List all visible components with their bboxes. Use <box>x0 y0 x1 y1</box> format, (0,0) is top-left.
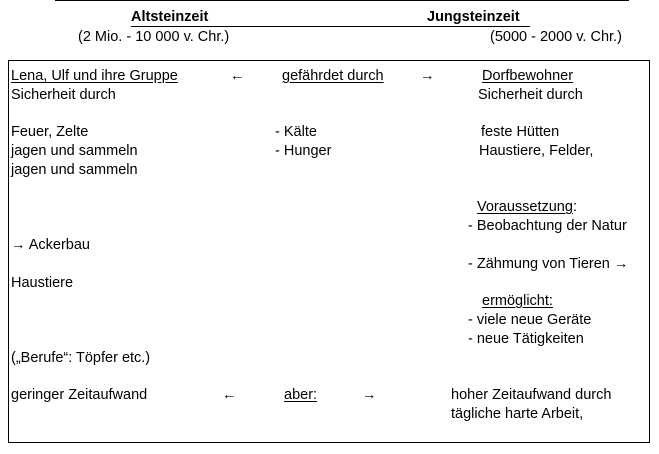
agriculture-label: → Ackerbau <box>11 237 90 253</box>
middle-item-1: - Kälte <box>275 124 317 140</box>
group-label: Lena, Ulf und ihre Gruppe <box>11 68 178 84</box>
high-effort-line-1: hoher Zeitaufwand durch <box>451 387 612 403</box>
arrow-right-icon-bottom: → <box>362 387 377 403</box>
arrow-right-icon: → <box>420 68 435 84</box>
low-effort-label: geringer Zeitaufwand <box>11 387 148 403</box>
top-rule <box>55 0 629 1</box>
right-item-1: feste Hütten <box>481 124 560 140</box>
prerequisite-colon: : <box>572 199 577 215</box>
arrow-left-icon: ← <box>230 68 245 84</box>
right-title: Jungsteinzeit <box>427 9 520 25</box>
left-title: Altsteinzeit <box>131 9 209 25</box>
middle-item-2: - Hunger <box>275 143 332 159</box>
enables-item-1: - viele neue Geräte <box>468 312 592 328</box>
left-period: (2 Mio. - 10 000 v. Chr.) <box>78 29 230 45</box>
content-frame <box>8 60 650 443</box>
enables-item-2: - neue Tätigkeiten <box>468 331 584 347</box>
title-underline <box>131 26 530 27</box>
prerequisite-item-1: - Beobachtung der Natur <box>468 218 627 234</box>
enables-label: ermöglicht: <box>482 293 553 309</box>
threat-label: gefährdet durch <box>282 68 384 84</box>
prerequisite-heading <box>477 199 577 216</box>
prerequisite-label: Voraussetzung <box>477 199 573 215</box>
prerequisite-item-2: - Zähmung von Tieren → <box>468 256 629 272</box>
left-item-3: jagen und sammeln <box>11 162 138 178</box>
arrow-left-icon-bottom: ← <box>222 387 237 403</box>
right-security: Sicherheit durch <box>478 87 583 103</box>
left-item-2: jagen und sammeln <box>11 143 138 159</box>
high-effort-line-2: tägliche harte Arbeit, <box>451 406 584 422</box>
but-label: aber: <box>284 387 318 403</box>
livestock-label: Haustiere <box>11 275 74 291</box>
right-item-2: Haustiere, Felder, <box>479 143 594 159</box>
left-item-1: Feuer, Zelte <box>11 124 89 140</box>
left-security: Sicherheit durch <box>11 87 116 103</box>
right-period: (5000 - 2000 v. Chr.) <box>490 29 622 45</box>
villagers-label: Dorfbewohner <box>482 68 574 84</box>
professions-label: („Berufe“: Töpfer etc.) <box>11 350 151 366</box>
